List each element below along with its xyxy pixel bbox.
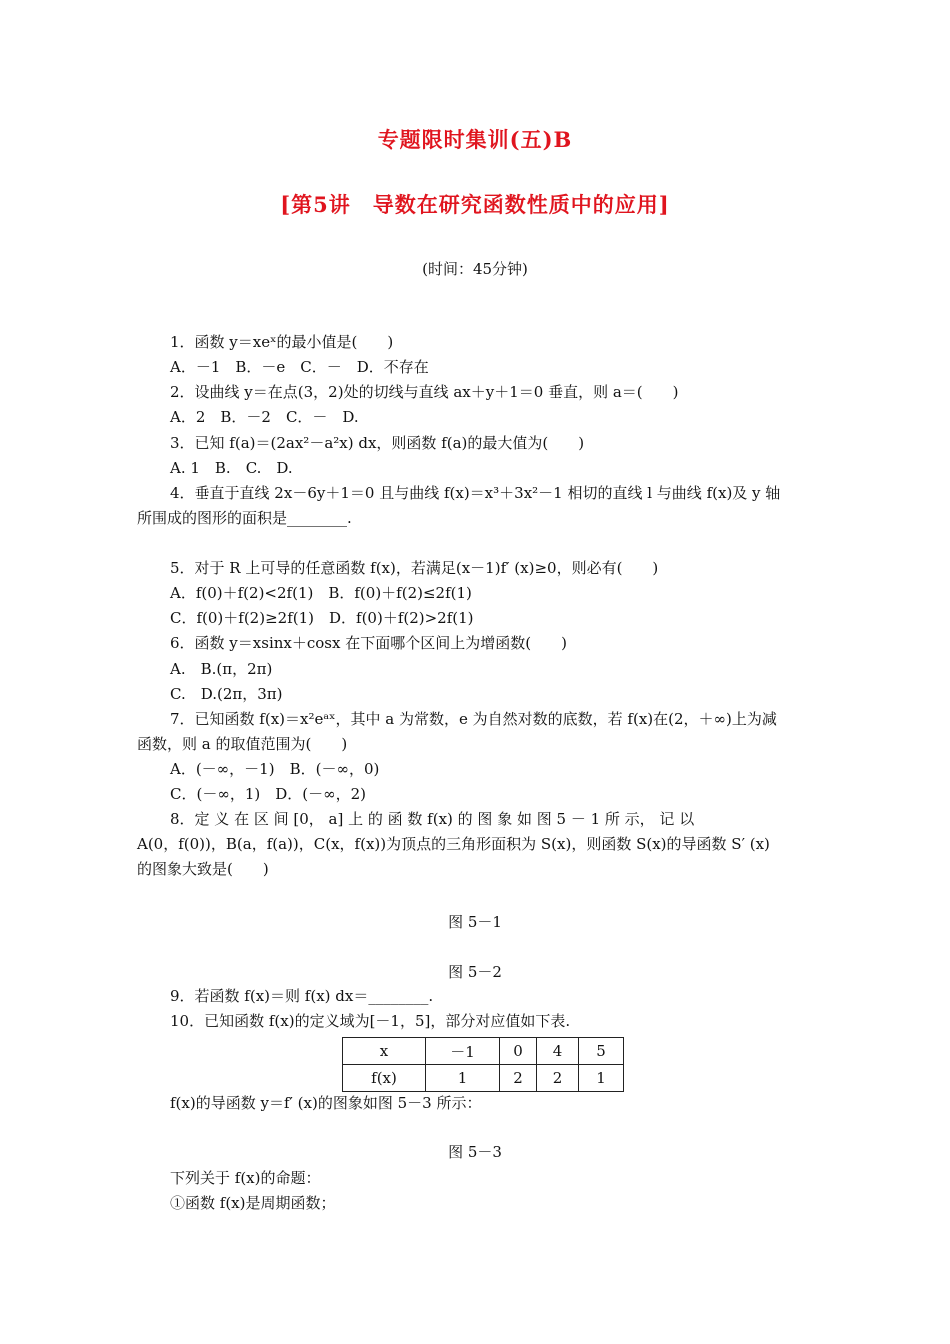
table-cell: 4	[537, 1038, 579, 1065]
table-cell: 2	[500, 1065, 537, 1092]
text-line: A(0，f(0))，B(a，f(a))，C(x，f(x))为顶点的三角形面积为 S(x)，则函数 S(x)的导函数 S′ (x)	[137, 835, 770, 853]
text-line: 函数，则 a 的取值范围为( )	[137, 735, 348, 753]
table-cell: 1	[426, 1065, 500, 1092]
text-line: A. 1 B. C. D.	[170, 459, 293, 477]
figure-caption: 图 5－1	[448, 913, 502, 931]
page-subtitle: [第5讲 导数在研究函数性质中的应用]	[280, 192, 670, 217]
text-line: 7．已知函数 f(x)＝x²eᵃˣ，其中 a 为常数，e 为自然对数的底数，若 f(x)在(2，＋∞)上为减	[170, 710, 777, 728]
value-table	[342, 1037, 624, 1092]
time-limit: (时间：45分钟)	[422, 260, 528, 278]
table-cell: －1	[426, 1038, 500, 1065]
table-row	[343, 1038, 624, 1065]
figure-caption: 图 5－3	[448, 1143, 502, 1161]
text-line: 的图象大致是( )	[137, 860, 269, 878]
table-cell: 0	[500, 1038, 537, 1065]
table-cell: 1	[579, 1065, 624, 1092]
text-line: A．(－∞，－1) B．(－∞，0)	[170, 760, 380, 778]
text-line: 5．对于 R 上可导的任意函数 f(x)，若满足(x－1)f′ (x)≥0，则必有( )	[170, 559, 659, 577]
text-line: 1．函数 y＝xeˣ的最小值是( )	[170, 333, 394, 351]
text-line: 下列关于 f(x)的命题：	[170, 1169, 321, 1187]
figure-caption: 图 5－2	[448, 963, 502, 981]
page-title: 专题限时集训(五)B	[377, 127, 573, 152]
text-line: 3．已知 f(a)＝(2ax²－a²x) dx，则函数 f(a)的最大值为( )	[170, 434, 585, 452]
table-cell: 2	[537, 1065, 579, 1092]
table-cell: 5	[579, 1038, 624, 1065]
text-line: 4．垂直于直线 2x－6y＋1＝0 且与曲线 f(x)＝x³＋3x²－1 相切的直线 l 与曲线 f(x)及 y 轴	[170, 484, 781, 502]
table-row	[343, 1065, 624, 1092]
text-line: A．－1 B．－e C．－ D．不存在	[170, 358, 429, 376]
text-line: 10．已知函数 f(x)的定义域为[－1，5]，部分对应值如下表.	[170, 1012, 571, 1030]
text-line: C. D.(2π，3π)	[170, 685, 283, 703]
text-line: 所围成的图形的面积是________.	[137, 509, 352, 527]
text-line: ①函数 f(x)是周期函数；	[170, 1194, 336, 1212]
text-line: A．2 B．－2 C．－ D.	[170, 408, 359, 426]
text-line: A. B.(π，2π)	[170, 660, 273, 678]
text-line: 6．函数 y＝xsinx＋cosx 在下面哪个区间上为增函数( )	[170, 634, 567, 652]
text-line: 2．设曲线 y＝在点(3，2)处的切线与直线 ax＋y＋1＝0 垂直，则 a＝( )	[170, 383, 679, 401]
text-line: f(x)的导函数 y＝f′ (x)的图象如图 5－3 所示：	[170, 1094, 482, 1112]
text-line: C．f(0)＋f(2)≥2f(1) D．f(0)＋f(2)>2f(1)	[170, 609, 474, 627]
table-cell: f(x)	[343, 1065, 426, 1092]
table-cell: x	[343, 1038, 426, 1065]
text-line: A．f(0)＋f(2)<2f(1) B．f(0)＋f(2)≤2f(1)	[170, 584, 472, 602]
text-line: C．(－∞，1) D．(－∞，2)	[170, 785, 366, 803]
text-line: 8．定 义 在 区 间 [0， a] 上 的 函 数 f(x) 的 图 象 如 图 5 － 1 所 示， 记 以	[170, 810, 695, 828]
text-line: 9．若函数 f(x)＝则 f(x) dx＝________.	[170, 987, 434, 1005]
